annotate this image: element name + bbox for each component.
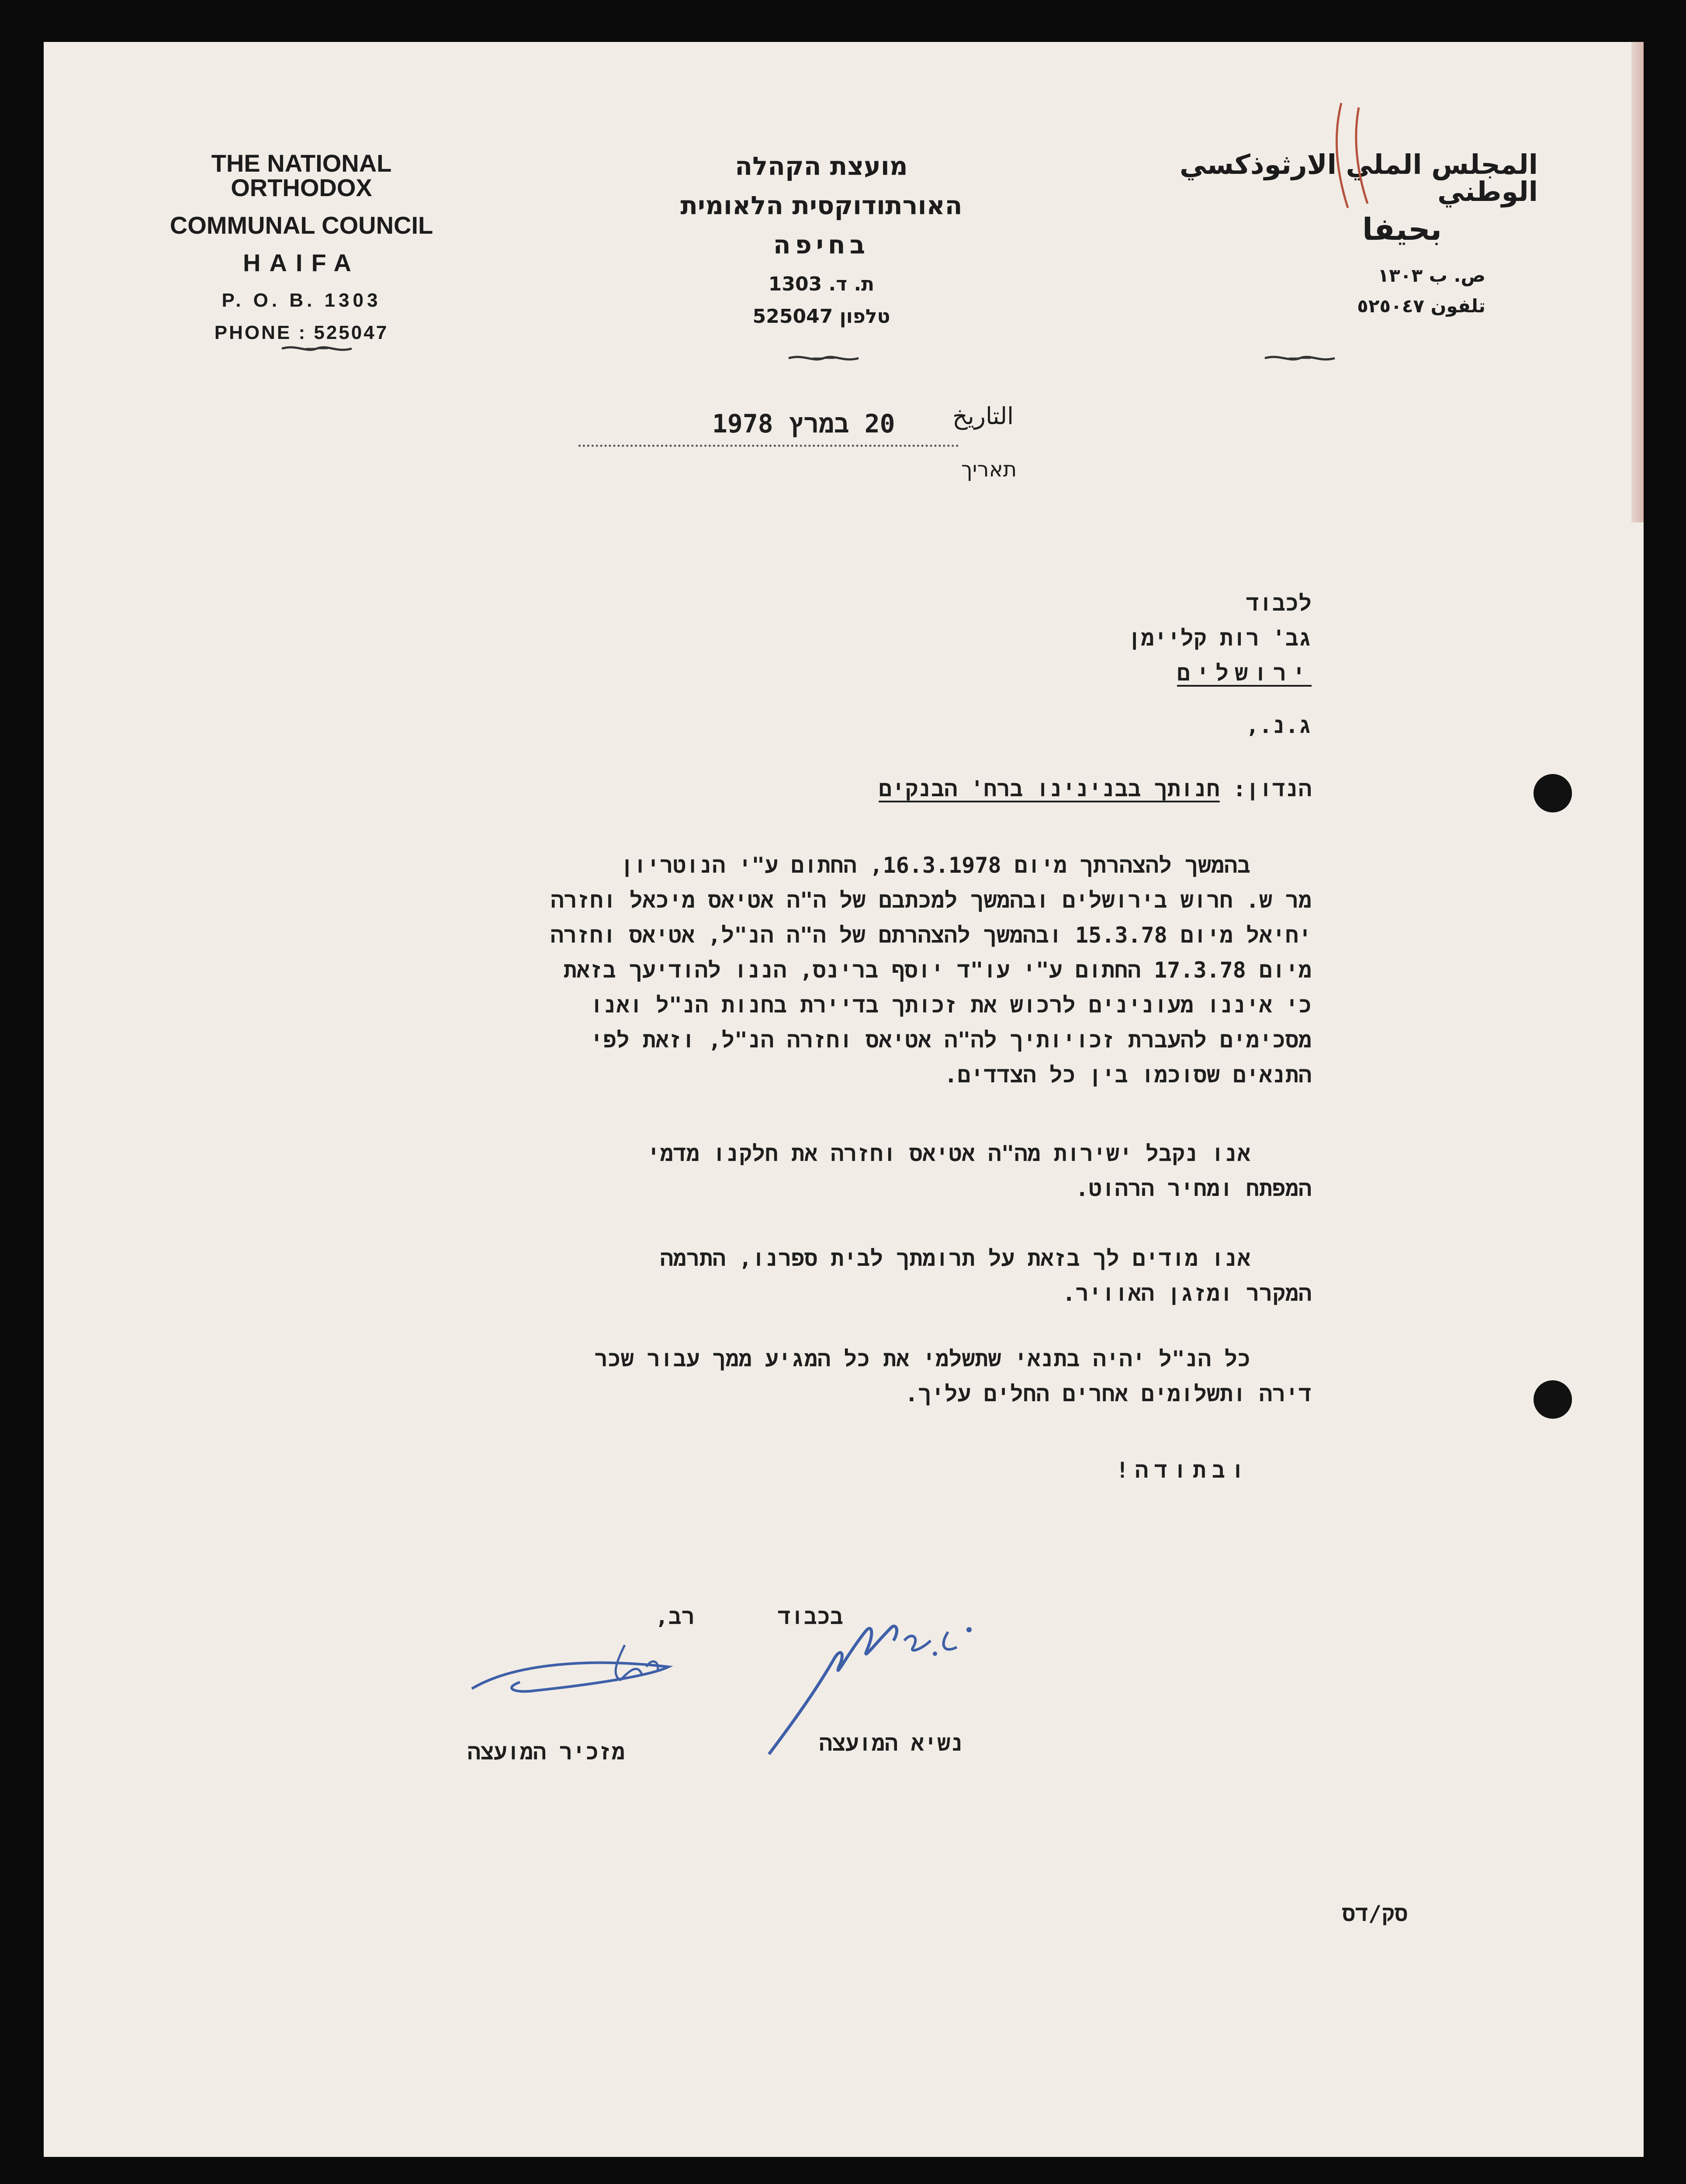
secretary-title: מזכיר המועצה	[467, 1739, 625, 1765]
recipient-honorific: לכבוד	[1246, 591, 1312, 616]
flourish-ornament-icon	[1263, 353, 1337, 363]
salutation: ג.נ.,	[1246, 713, 1312, 738]
date-label-arabic: التاريخ	[952, 402, 1014, 430]
letterhead-arabic-line1: المجلس الملي الارثوذكسي الوطني	[1180, 149, 1538, 207]
letterhead-arabic-pob: ص. ب ١٣٠٣	[1378, 265, 1485, 286]
body-paragraph-1-line-2: מר ש. חרוש בירושלים ובהמשך למכתבם של ה"ה אטיאס מיכאל וחזרה	[550, 888, 1312, 913]
letterhead-hebrew	[629, 153, 1014, 326]
body-paragraph-1-line-4: מיום 17.3.78 החתום ע"י עו"ד יוסף ברינס, הננו להודיעך בזאת	[563, 957, 1312, 983]
reference-code: סק/דס	[1342, 1901, 1408, 1926]
letterhead-hebrew-line1: מועצת הקהלה	[735, 151, 908, 181]
letter-page	[44, 42, 1644, 2157]
letterhead-hebrew-phone: טלפון 525047	[752, 305, 890, 328]
letterhead-english-line3: HAIFA	[243, 249, 360, 276]
closing-thanks: ובתודה!	[1115, 1458, 1250, 1483]
recipient-city: ירושלים	[1177, 660, 1312, 686]
punch-hole-lower	[1534, 1380, 1572, 1419]
letterhead-english-line1: THE NATIONAL ORTHODOX	[211, 149, 392, 201]
letterhead-arabic-line2: بحيفا	[1362, 211, 1442, 247]
body-paragraph-2-line-2: המפתח ומחיר הרהוט.	[1075, 1176, 1312, 1201]
punch-hole-upper	[1534, 774, 1572, 812]
letterhead-hebrew-line3: בחיפה	[773, 230, 870, 259]
letterhead-english	[149, 151, 454, 342]
letterhead-hebrew-line2: האורתודוקסית הלאומית	[680, 190, 962, 220]
subject-text: חנותך בבנינינו ברח' הבנקים	[879, 776, 1220, 802]
pencil-mark-icon	[1328, 99, 1381, 212]
letterhead-english-phone: PHONE : 525047	[214, 322, 389, 343]
subject-line	[879, 778, 1312, 800]
date-dotted-line	[578, 445, 959, 447]
chairman-title: נשיא המועצה	[819, 1731, 964, 1756]
body-paragraph-1-line-5: כי איננו מעונינים לרכוש את זכותך בדיירת בחנות הנ"ל ואנו	[590, 992, 1312, 1018]
flourish-ornament-icon	[786, 353, 861, 363]
body-paragraph-1-line-1: בהמשך להצהרתך מיום 16.3.1978, החתום ע"י הנוטריון	[620, 853, 1250, 878]
body-paragraph-3-line-1: אנו מודים לך בזאת על תרומתך לבית ספרנו, התרמה	[660, 1246, 1250, 1271]
recipient-name: גב' רות קליימן	[1128, 625, 1312, 651]
body-paragraph-1-line-6: מסכימים להעברת זכויותיך לה"ה אטיאס וחזרה הנ"ל, וזאת לפי	[590, 1027, 1312, 1053]
subject-label: הנדון:	[1232, 776, 1312, 802]
body-paragraph-4-line-2: דירה ותשלומים אחרים החלים עליך.	[905, 1381, 1312, 1406]
date-value: 20 במרץ 1978	[712, 409, 895, 439]
body-paragraph-3-line-2: המקרר ומזגן האוויר.	[1062, 1281, 1312, 1306]
body-paragraph-4-line-1: כל הנ"ל יהיה בתנאי שתשלמי את כל המגיע ממך עבור שכר	[594, 1346, 1250, 1372]
body-paragraph-2-line-1: אנו נקבל ישירות מה"ה אטיאס וחזרה את חלקנו מדמי	[647, 1141, 1250, 1166]
paper-edge-discoloration	[1631, 42, 1644, 522]
letterhead-arabic-phone: تلفون ٥٢٥٠٤٧	[1357, 295, 1485, 317]
letterhead-english-pob: P. O. B. 1303	[222, 290, 381, 311]
body-paragraph-1-line-3: יחיאל מיום 15.3.78 ובהמשך להצהרתם של ה"ה הנ"ל, אטיאס וחזרה	[550, 923, 1312, 948]
letterhead-hebrew-pob: ת. ד. 1303	[768, 273, 875, 295]
signoff-regards: בכבוד רב,	[655, 1604, 843, 1629]
body-paragraph-1-line-7: התנאים שסוכמו בין כל הצדדים.	[944, 1062, 1312, 1088]
date-label-hebrew: תאריך	[961, 457, 1017, 482]
letterhead-english-line2: COMMUNAL COUNCIL	[170, 211, 433, 239]
flourish-ornament-icon	[280, 343, 354, 354]
secretary-signature-icon	[463, 1636, 690, 1715]
